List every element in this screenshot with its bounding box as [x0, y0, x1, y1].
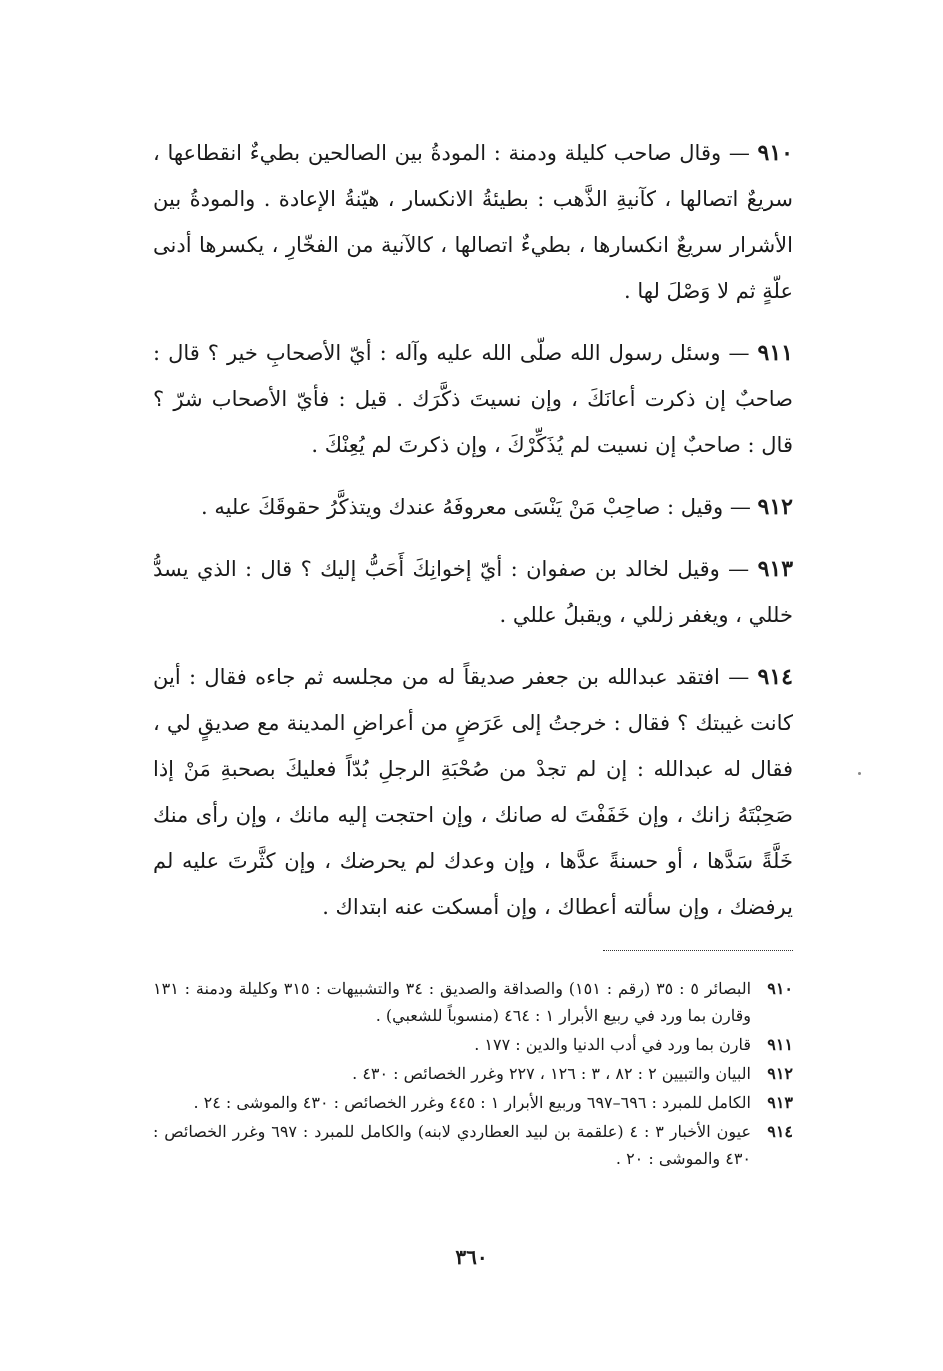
footnote-914	[153, 1118, 793, 1172]
entry-913	[153, 546, 793, 638]
entry-number: ٩١٠	[757, 140, 793, 166]
page-number: ٣٦٠	[455, 1245, 488, 1269]
page-body	[153, 130, 793, 1174]
footnote-913	[153, 1089, 793, 1116]
entry-910	[153, 130, 793, 314]
footnote-text: عيون الأخبار ٣ : ٤ (علقمة بن لبيد العطاردي لابنه) والكامل للمبرد : ٦٩٧ وغرر الخصائص : ٤٣٠ والموشى : ٢٠ .	[153, 1122, 751, 1168]
footnote-912	[153, 1060, 793, 1087]
entry-text: — وقيل : صاحِبْ مَنْ يَنْسَى معروفَهُ عندك ويتذكَّرُ حقوقَكَ عليه .	[200, 495, 751, 519]
scan-speck	[858, 772, 861, 775]
footnote-910	[153, 975, 793, 1029]
entry-number: ٩١٢	[757, 494, 793, 520]
entry-914	[153, 654, 793, 930]
footnote-text: قارن بما ورد في أدب الدنيا والدين : ١٧٧ .	[474, 1035, 751, 1054]
footnote-number: ٩١٢	[767, 1064, 793, 1083]
footnotes	[153, 975, 793, 1172]
entry-number: ٩١٣	[757, 556, 794, 582]
entry-912	[153, 484, 793, 530]
footnote-number: ٩١٣	[767, 1093, 793, 1112]
entry-text: — وقال صاحب كليلة ودمنة : المودةُ بين الصالحين بطيءٌ انقطاعها ، سريعٌ اتصالها ، كآنيةِ الذَّهب : بطيئةُ الانكسار ، هيّنةُ الإعادة . والمودةُ بين الأشرار سريعٌ انكسارها ، بطيءٌ اتصالها ، كالآنية من الفخّارِ ، يكسرها أدنى علّةٍ ثم لا وَصْلَ لها .	[153, 141, 793, 303]
entry-text: — وقيل لخالد بن صفوان : أيّ إخوانِكَ أَحَبُّ إليك ؟ قال : الذي يسدُّ خللي ، ويغفر زللي ، ويقبلُ عللي .	[153, 557, 793, 627]
footnote-text: الكامل للمبرد : ٦٩٦–٦٩٧ وربيع الأبرار ١ : ٤٤٥ وغرر الخصائص : ٤٣٠ والموشى : ٢٤ .	[193, 1093, 751, 1112]
footnote-number: ٩١٤	[767, 1122, 793, 1141]
footnote-911	[153, 1031, 793, 1058]
entry-text: — وسئل رسول الله صلّى الله عليه وآله : أيّ الأصحابِ خير ؟ قال : صاحبٌ إن ذكرت أعانَكَ ، وإن نسيتَ ذكَّرَك . قيل : فأيّ الأصحاب شرّ ؟ قال : صاحبٌ إن نسيت لم يُذَكِّرْكَ ، وإن ذكرتَ لم يُعِنْكَ .	[153, 341, 793, 457]
footnote-number: ٩١٠	[767, 979, 793, 998]
footnote-number: ٩١١	[767, 1035, 793, 1054]
footnote-divider	[603, 950, 793, 951]
entry-text: — افتقد عبدالله بن جعفر صديقاً له من مجلسه ثم جاءه فقال : أين كانت غيبتك ؟ فقال : خرجتُ إلى عَرَضٍ من أعراضِ المدينة مع صديقٍ لي ، فقال له عبدالله : إن لم تجدْ من صُحْبَةِ الرجلِ بُدّاً فعليكَ بصحبةِ مَنْ إذا صَحِبْتَهُ زانك ، وإن خَفَفْتَ له صانك ، وإن احتجت إليه مانك ، وإن رأى منك خَلَّةً سَدَّها ، أو حسنةً عدَّها ، وإن وعدك لم يحرضك ، وإن كثَّرتَ عليه لم يرفضك ، وإن سألته أعطاك ، وإن أمسكت عنه ابتداك .	[153, 665, 793, 919]
entry-911	[153, 330, 793, 468]
footnote-text: البصائر ٥ : ٣٥ (رقم : ١٥١) والصداقة والصديق : ٣٤ والتشبيهات : ٣١٥ وكليلة ودمنة : ١٣١ وقارن بما ورد في ربيع الأبرار ١ : ٤٦٤ (منسوباً للشعبي) .	[153, 979, 752, 1025]
entry-number: ٩١١	[757, 340, 793, 366]
entry-number: ٩١٤	[757, 664, 793, 690]
footnote-text: البيان والتبيين ٢ : ٨٢ ، ٣ : ١٢٦ ، ٢٢٧ وغرر الخصائص : ٤٣٠ .	[352, 1064, 751, 1083]
